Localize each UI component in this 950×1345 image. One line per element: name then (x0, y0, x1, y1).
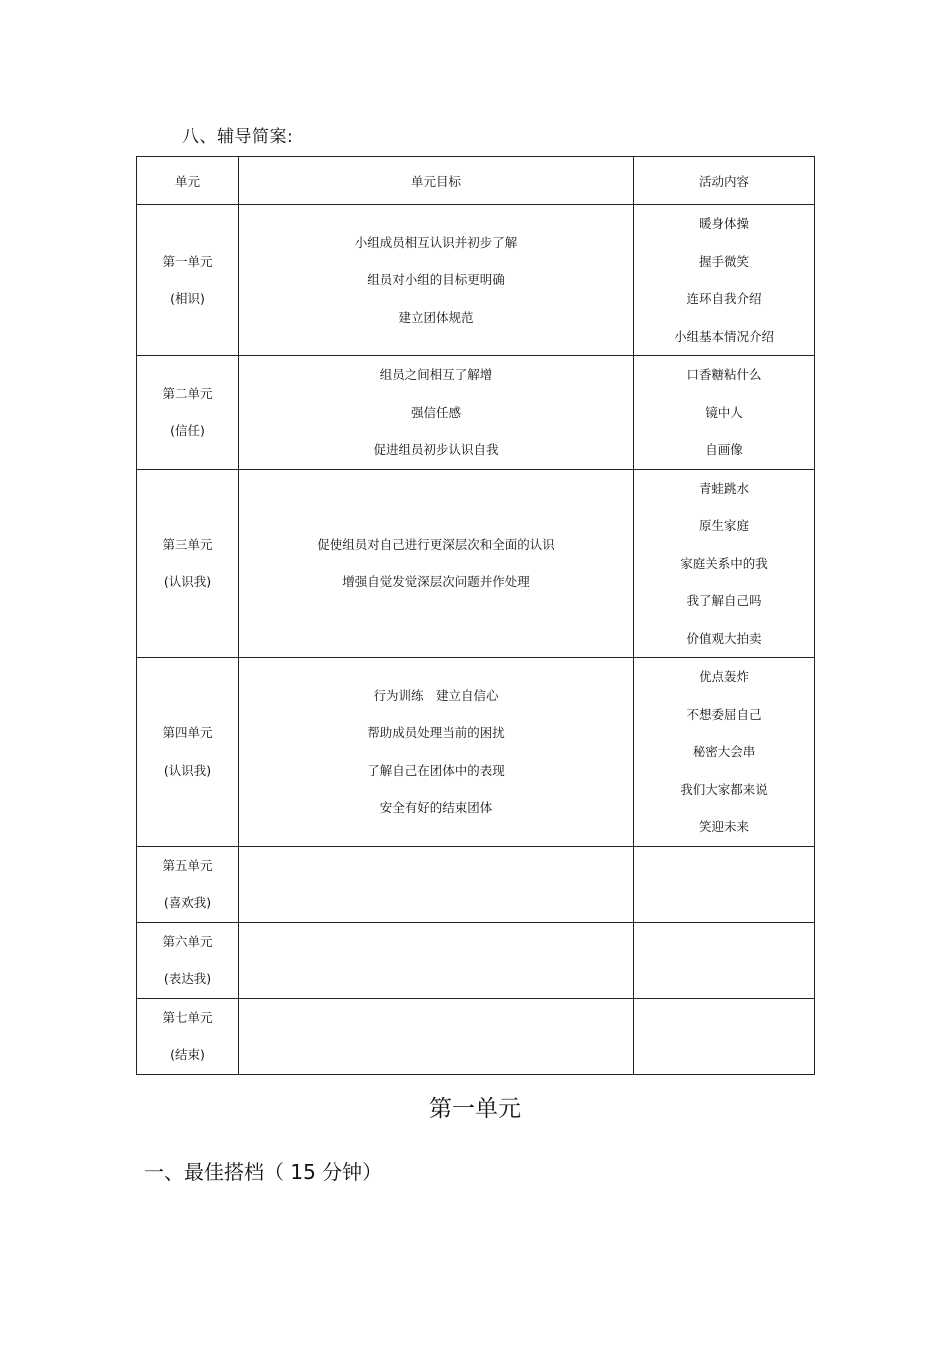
activity-item: 我们大家都来说 (680, 781, 768, 797)
unit-subtitle: (相识) (170, 291, 205, 306)
unit-cell (137, 846, 239, 922)
activities-cell (634, 922, 815, 998)
goal-item: 强信任感 (410, 404, 461, 420)
goal-item: 建立团体规范 (398, 309, 474, 325)
unit-name: 第六单元 (162, 933, 213, 949)
table-row (137, 658, 815, 847)
activity-item: 优点轰炸 (698, 669, 749, 684)
section-heading: 八、辅导简案: (182, 127, 294, 147)
goal-item: 促使组员对自己进行更深层次和全面的认识 (317, 536, 555, 552)
goal-item: 促进组员初步认识自我 (373, 442, 499, 457)
table-header-row (137, 157, 815, 205)
unit-cell (137, 922, 239, 998)
table-row (137, 356, 815, 470)
unit-cell (137, 658, 239, 847)
activities-cell (634, 205, 815, 356)
activity-item: 原生家庭 (698, 518, 749, 533)
unit-subtitle: (认识我) (163, 762, 212, 778)
goal-item: 小组成员相互认识并初步了解 (354, 234, 518, 250)
unit-cell (137, 356, 239, 470)
unit-subtitle: (表达我) (163, 971, 212, 986)
activity-item: 家庭关系中的我 (680, 555, 768, 571)
unit-name: 第七单元 (162, 1009, 213, 1025)
activity-item: 连环自我介绍 (686, 291, 762, 306)
goals-cell (239, 846, 634, 922)
table-row (137, 998, 815, 1074)
goals-cell (239, 356, 634, 470)
unit-cell (137, 998, 239, 1074)
goals-cell (239, 922, 634, 998)
unit-subtitle: (结束) (170, 1047, 205, 1062)
activity-item: 不想委屈自己 (686, 706, 762, 722)
section-title: 第一单元 (429, 1096, 521, 1122)
activities-cell (634, 356, 815, 470)
activities-cell (634, 658, 815, 847)
goal-item: 组员对小组的目标更明确 (367, 272, 505, 288)
goals-cell (239, 658, 634, 847)
goal-item: 行为训练 建立自信心 (373, 687, 499, 703)
activity-item: 小组基本情况介绍 (673, 328, 774, 344)
activity-item: 秘密大会串 (692, 744, 756, 759)
unit-name: 第三单元 (162, 536, 213, 552)
unit-subtitle: (认识我) (163, 574, 212, 590)
activity-item: 我了解自己吗 (686, 593, 762, 608)
counseling-plan-table (136, 156, 815, 1075)
table-row (137, 205, 815, 356)
activity-item: 口香糖粘什么 (686, 367, 762, 382)
activity-item: 笑迎未来 (698, 819, 749, 834)
activities-cell (634, 998, 815, 1074)
unit-name: 第二单元 (162, 385, 213, 401)
goal-item: 增强自觉发觉深层次问题并作处理 (342, 574, 530, 590)
activity-item: 自画像 (705, 442, 743, 457)
activity-item: 镜中人 (705, 404, 743, 420)
goals-cell (239, 205, 634, 356)
goals-cell (239, 469, 634, 658)
activity-item: 价值观大拍卖 (686, 630, 762, 646)
activity-item: 暖身体操 (698, 216, 749, 231)
activities-cell (634, 846, 815, 922)
goals-cell (239, 998, 634, 1074)
unit-name: 第四单元 (162, 725, 213, 741)
header-activities: 活动内容 (634, 157, 815, 205)
unit-subtitle: (信任) (170, 423, 205, 439)
activity-item: 握手微笑 (698, 253, 749, 269)
table-row (137, 469, 815, 658)
goal-item: 了解自己在团体中的表现 (367, 762, 505, 778)
table-row (137, 922, 815, 998)
unit-cell (137, 205, 239, 356)
activity-item: 青蛙跳水 (698, 480, 749, 496)
unit-cell (137, 469, 239, 658)
activity-subheading: 一、最佳搭档（ 15 分钟） (144, 1160, 383, 1184)
goal-item: 组员之间相互了解增 (379, 367, 493, 382)
unit-name: 第五单元 (162, 857, 213, 873)
unit-name: 第一单元 (162, 253, 213, 269)
unit-subtitle: (喜欢我) (163, 895, 212, 910)
goal-item: 安全有好的结束团体 (379, 800, 493, 816)
header-goals: 单元目标 (239, 157, 634, 205)
table-row (137, 846, 815, 922)
header-unit: 单元 (137, 157, 239, 205)
goal-item: 帮助成员处理当前的困扰 (367, 725, 505, 741)
activities-cell (634, 469, 815, 658)
